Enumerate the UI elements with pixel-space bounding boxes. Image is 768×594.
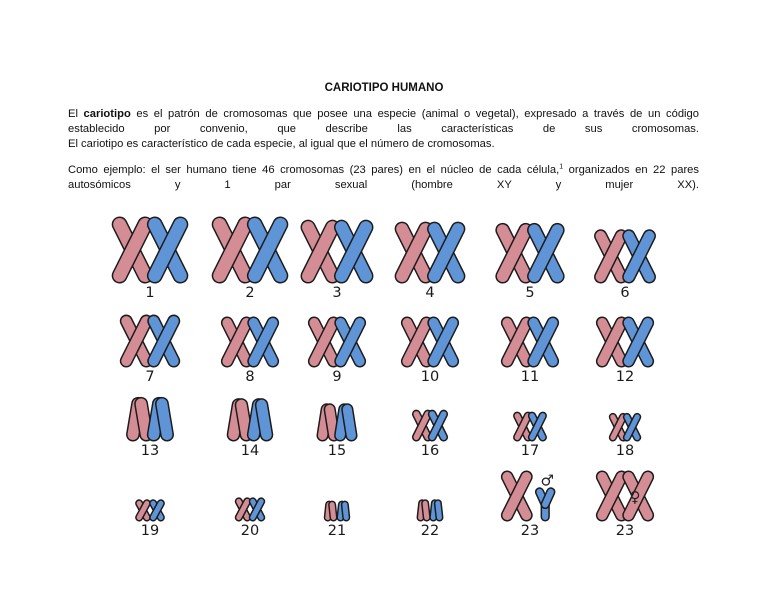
chromosome-maternal xyxy=(507,477,526,515)
chromosome-paternal xyxy=(254,405,267,435)
chromosome-maternal xyxy=(602,477,621,515)
chromosome-maternal xyxy=(613,417,623,437)
definition-line-2: establecido por convenio, que describe las características de sus cromosomas. xyxy=(68,123,699,135)
example-paragraph: Como ejemplo: el ser humano tiene 46 cromosomas (23 pares) en el núcleo de cada célula,$^1$ organizados en 22 pares autosómicos y 1 par sexual (hombre XY y mujer XX). xyxy=(68,163,699,191)
chromosome-paternal xyxy=(342,227,366,276)
chromosome-label: 22 xyxy=(420,523,440,539)
chromosome-maternal xyxy=(227,323,246,361)
chromosome-label: 19 xyxy=(140,523,160,539)
chromosome-pair-6 xyxy=(601,236,650,301)
chromosome-pair-17 xyxy=(517,416,543,459)
chromosome-maternal xyxy=(308,227,332,276)
chromosome-paternal xyxy=(534,230,557,276)
chromosome-label: 14 xyxy=(240,443,260,459)
chromosome-paternal xyxy=(532,416,543,438)
chromosome-paternal xyxy=(434,323,453,361)
chromosome-label: 18 xyxy=(615,443,635,459)
chromosome-label: 12 xyxy=(615,369,635,385)
chromosome-pair-16 xyxy=(416,414,443,459)
chromosome-maternal xyxy=(507,323,526,361)
chromosome-pair-19 xyxy=(139,503,161,539)
chromosome-pair-10 xyxy=(407,323,453,385)
chromosome-maternal xyxy=(517,416,528,438)
chromosome-paternal xyxy=(340,409,351,435)
chromosome-pair-5 xyxy=(503,230,558,301)
chromosome-paternal xyxy=(341,323,360,361)
chromosome-pair-1 xyxy=(120,224,181,301)
chromosome-label: 1 xyxy=(145,285,155,301)
chromosome-pair-23-male xyxy=(507,471,554,539)
chromosome-pair-21 xyxy=(328,505,346,539)
chromosome-label: 6 xyxy=(620,285,630,301)
chromosome-label: 10 xyxy=(420,369,440,385)
chromosome-paternal xyxy=(629,323,648,361)
page-title: CARIOTIPO HUMANO xyxy=(324,82,444,94)
chromosome-pair-2 xyxy=(220,224,281,301)
term-cariotipo: cariotipo xyxy=(83,108,131,120)
chromosome-pair-7 xyxy=(126,321,173,385)
chromosome-label: 8 xyxy=(245,369,255,385)
chromosome-label: 20 xyxy=(240,523,260,539)
chromosome-label: 15 xyxy=(327,443,347,459)
chromosome-maternal xyxy=(602,323,621,361)
chromosome-maternal xyxy=(314,323,333,361)
chromosome-maternal xyxy=(407,323,426,361)
male-symbol-icon: ♂ xyxy=(540,471,554,490)
chromosome-pair-15 xyxy=(323,409,352,459)
chromosome-maternal xyxy=(328,505,334,518)
chromosome-maternal xyxy=(139,503,147,517)
chromosome-label: 3 xyxy=(332,285,342,301)
chromosome-label: 9 xyxy=(332,369,342,385)
chromosome-label: 23 xyxy=(615,523,635,539)
definition-line-3: El cariotipo es característico de cada especie, al igual que el número de cromosomas. xyxy=(68,138,495,150)
definition-line-1: El cariotipo es el patrón de cromosomas que posee una especie (animal o vegetal), expresado a través de un código xyxy=(68,108,699,120)
chromosome-maternal xyxy=(120,224,146,275)
chromosome-paternal xyxy=(432,414,444,437)
chromosome-pair-8 xyxy=(227,323,273,385)
chromosome-maternal xyxy=(126,321,146,361)
chromosome-pair-23-female xyxy=(602,477,648,539)
chromosome-paternal xyxy=(627,417,637,437)
chromosome-label: 7 xyxy=(145,369,155,385)
chromosome-maternal xyxy=(503,230,526,276)
chromosome-maternal xyxy=(421,503,427,517)
chromosome-paternal xyxy=(534,323,553,361)
chromosome-maternal xyxy=(402,229,426,276)
chromosome-label: 16 xyxy=(420,443,440,459)
chromosome-pair-9 xyxy=(314,323,360,385)
chromosome-label: 21 xyxy=(327,523,347,539)
chromosome-label: 5 xyxy=(525,285,535,301)
female-symbol-icon: ♀ xyxy=(629,487,641,506)
chromosome-label: 23 xyxy=(520,523,540,539)
chromosome-paternal xyxy=(254,323,273,361)
chromosome-maternal xyxy=(239,501,247,517)
chromosome-paternal xyxy=(433,503,439,517)
chromosome-maternal xyxy=(323,409,334,435)
chromosome-pair-20 xyxy=(239,501,261,539)
chromosome-paternal xyxy=(155,224,181,275)
chromosome-maternal xyxy=(416,414,428,437)
chromosome-pair-3 xyxy=(308,227,366,301)
footnote-marker: 1 xyxy=(559,163,564,171)
chromosome-pair-11 xyxy=(507,323,553,385)
chromosome-pair-12 xyxy=(602,323,648,385)
chromosome-maternal xyxy=(601,236,621,277)
chromosome-pair-4 xyxy=(402,229,458,301)
chromosome-paternal xyxy=(434,229,458,276)
chromosome-maternal xyxy=(133,404,146,435)
chromosome-label: 11 xyxy=(520,369,540,385)
chromosome-label: 13 xyxy=(140,443,160,459)
chromosome-paternal xyxy=(340,505,346,518)
chromosome-pair-14 xyxy=(233,405,266,459)
chromosome-label: 17 xyxy=(520,443,540,459)
chromosome-label: 4 xyxy=(425,285,435,301)
chromosome-paternal xyxy=(629,236,649,277)
chromosome-paternal xyxy=(154,404,167,435)
chromosome-maternal xyxy=(233,405,246,435)
chromosome-maternal xyxy=(220,224,246,275)
chromosome-paternal xyxy=(255,224,281,275)
chromosome-label: 2 xyxy=(245,285,255,301)
chromosome-paternal xyxy=(253,501,261,517)
chromosome-pair-13 xyxy=(133,404,167,459)
chromosome-pair-22 xyxy=(421,503,440,539)
chromosome-pair-18 xyxy=(613,417,637,459)
chromosome-paternal xyxy=(153,503,161,517)
chromosome-paternal xyxy=(154,321,174,361)
chromosome-paternal xyxy=(540,492,551,517)
